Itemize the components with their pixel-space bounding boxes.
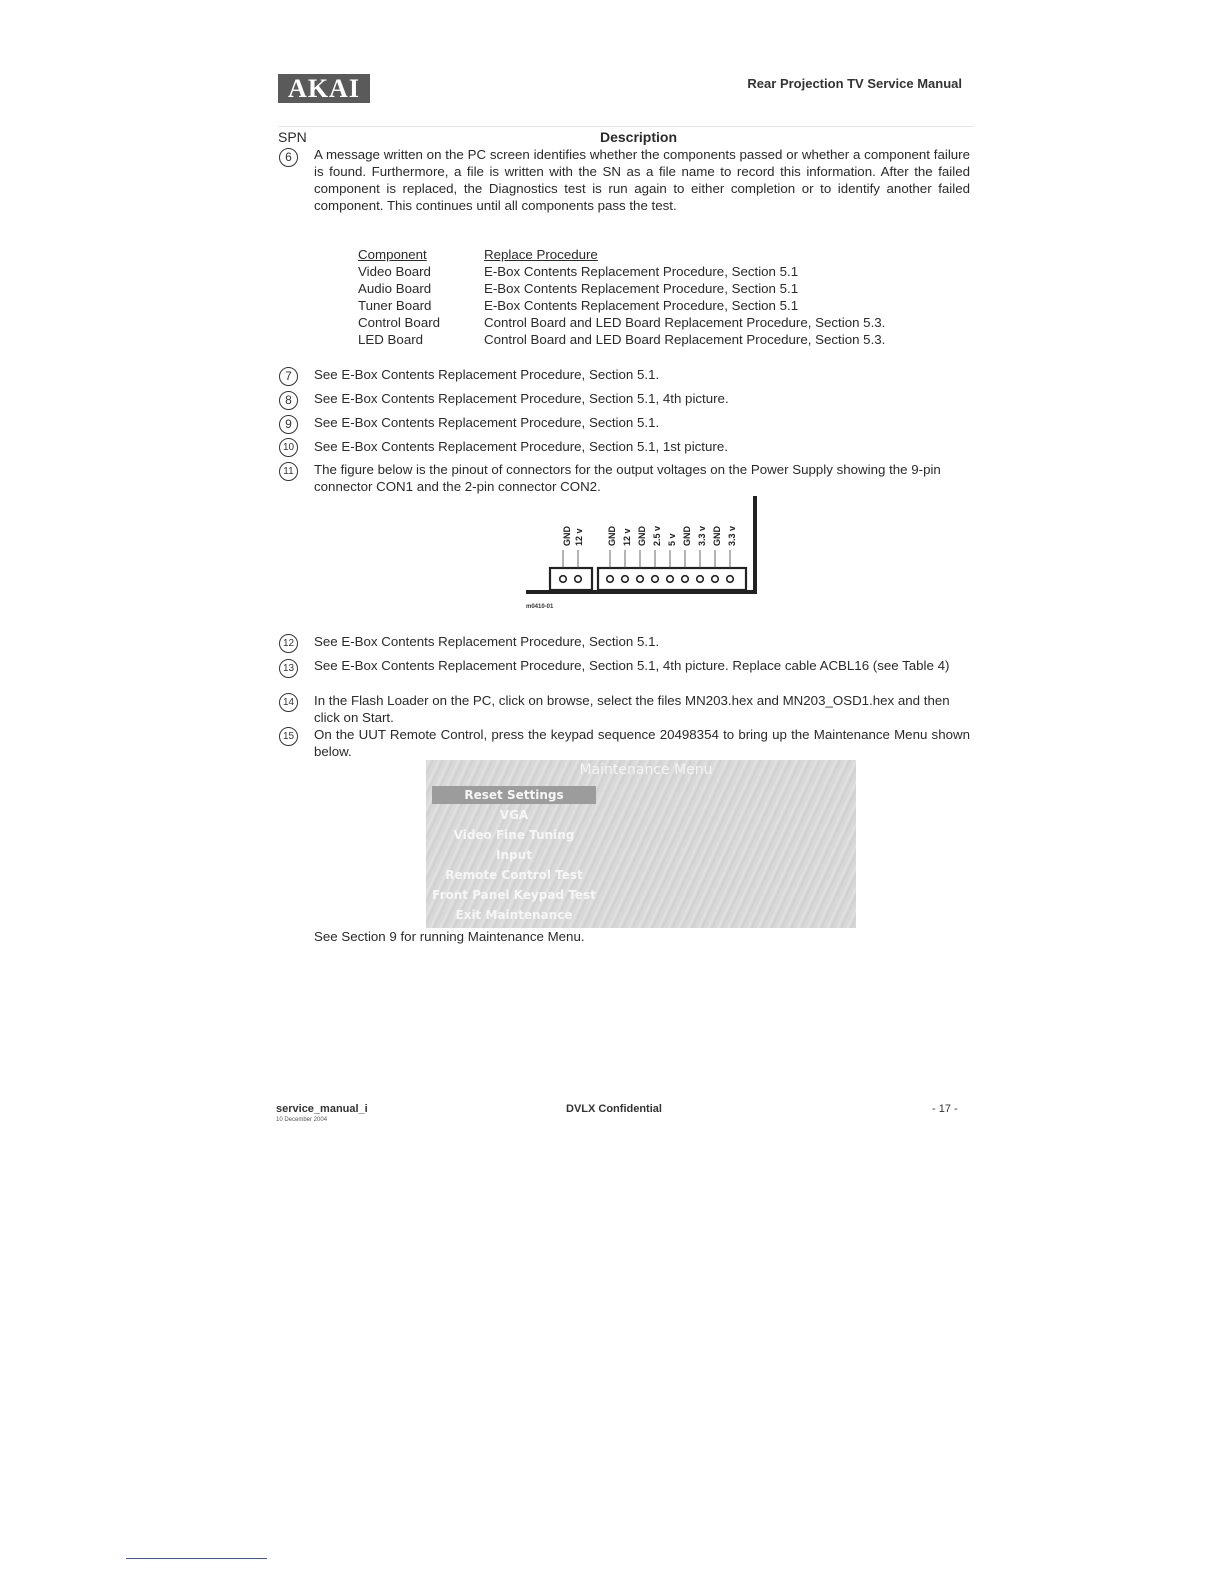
menu-item-input: Input [496, 848, 532, 862]
step-13-text: See E-Box Contents Replacement Procedure, Section 5.1, 4th picture. Replace cable ACBL16 (see Table 4) [314, 658, 950, 673]
pin-label: GND [712, 526, 722, 546]
table-row [356, 297, 885, 314]
connector-pinout-figure [522, 494, 766, 612]
step-14-text: In the Flash Loader on the PC, click on browse, select the files MN203.hex and MN203_OSD1.hex and then click on Start. [314, 693, 950, 725]
replace-procedure: E-Box Contents Replacement Procedure, Section 5.1 [484, 264, 799, 279]
menu-item-reset-settings: Reset Settings [464, 788, 564, 802]
table-row [356, 263, 885, 280]
akai-logo: AKAI [278, 74, 370, 103]
step-8-text: See E-Box Contents Replacement Procedure, Section 5.1, 4th picture. [314, 391, 729, 406]
menu-item-vga: VGA [499, 808, 529, 822]
frame-right [753, 496, 757, 594]
pin-label: GND [562, 526, 572, 546]
con1-labels [607, 526, 737, 547]
replace-procedure: E-Box Contents Replacement Procedure, Section 5.1 [484, 298, 799, 313]
step-number-6: 6 [279, 148, 298, 167]
footer-filename: service_manual_i [276, 1103, 368, 1115]
column-header-spn: SPN [278, 129, 307, 145]
menu-item-exit-maintenance: Exit Maintenance [455, 908, 573, 922]
step-number-7: 7 [279, 367, 298, 386]
component-name: Tuner Board [358, 298, 432, 313]
pin-label: 2.5 v [652, 525, 662, 546]
step-number-11: 11 [279, 462, 298, 481]
table-header-rule [278, 126, 974, 127]
table-row [356, 314, 885, 331]
table-header-procedure: Replace Procedure [484, 247, 598, 262]
figure-id: m0410-01 [526, 604, 554, 610]
menu-title: Maintenance Menu [579, 762, 713, 778]
pin-label: GND [637, 526, 647, 546]
step-15-text: On the UUT Remote Control, press the keypad sequence 20498354 to bring up the Maintenance Menu shown below. [314, 727, 970, 759]
con2-labels [562, 526, 584, 547]
step-number-10: 10 [279, 438, 298, 457]
table-row [356, 331, 885, 348]
table-row [356, 280, 885, 297]
after-menu-note: See Section 9 for running Maintenance Menu. [314, 929, 585, 944]
footer-page-number: - 17 - [932, 1103, 958, 1115]
replace-procedure: Control Board and LED Board Replacement Procedure, Section 5.3. [484, 332, 886, 347]
step-number-8: 8 [279, 391, 298, 410]
pin-label: 5 v [667, 533, 677, 546]
component-name: Control Board [358, 315, 441, 330]
pin-label: 3.3 v [727, 525, 737, 546]
pin-label: 3.3 v [697, 525, 707, 546]
replace-procedure: Control Board and LED Board Replacement Procedure, Section 5.3. [484, 315, 886, 330]
step-6-text: A message written on the PC screen identifies whether the components passed or whether a component failure is found. Furthermore, a file is written with the SN as a file name to record this information. After the failed component is replaced, the Diagnostics test is run again to either completion or to identify another failed component. This continues until all components pass the test. [314, 147, 970, 213]
column-header-description: Description [600, 129, 678, 145]
step-7-text: See E-Box Contents Replacement Procedure, Section 5.1. [314, 367, 660, 382]
step-number-14: 14 [279, 693, 298, 712]
pin-label: GND [682, 526, 692, 546]
step-11-text: The figure below is the pinout of connectors for the output voltages on the Power Supply showing the 9-pin connector CON1 and the 2-pin connector CON2. [314, 462, 941, 494]
step-9-text: See E-Box Contents Replacement Procedure, Section 5.1. [314, 415, 660, 430]
step-number-12: 12 [279, 634, 298, 653]
step-number-13: 13 [279, 659, 298, 678]
component-name: Audio Board [358, 281, 432, 296]
component-table [356, 246, 885, 348]
document-title: Rear Projection TV Service Manual [747, 76, 962, 91]
menu-item-front-panel-keypad-test: Front Panel Keypad Test [432, 888, 596, 902]
pin-label: 12 v [574, 528, 584, 546]
component-name: Video Board [358, 264, 431, 279]
table-header-row [356, 246, 885, 263]
footer-confidential: DVLX Confidential [566, 1103, 662, 1115]
con1-connector [598, 568, 746, 590]
component-name: LED Board [358, 332, 424, 347]
step-number-9: 9 [279, 415, 298, 434]
step-number-15: 15 [279, 727, 298, 746]
menu-item-remote-control-test: Remote Control Test [445, 868, 583, 882]
menu-item-video-fine-tuning: Video Fine Tuning [453, 828, 575, 842]
footer-date: 10 December 2004 [276, 1117, 328, 1123]
table-header-component: Component [358, 247, 427, 262]
con1-leads [610, 550, 730, 568]
con2-leads [563, 550, 578, 568]
pin-label: GND [607, 526, 617, 546]
step-10-text: See E-Box Contents Replacement Procedure, Section 5.1, 1st picture. [314, 439, 728, 454]
pin-label: 12 v [622, 528, 632, 546]
replace-procedure: E-Box Contents Replacement Procedure, Section 5.1 [484, 281, 799, 296]
footnote-separator [126, 1558, 267, 1559]
con2-connector [550, 568, 592, 590]
maintenance-menu-screenshot [426, 760, 856, 928]
step-12-text: See E-Box Contents Replacement Procedure, Section 5.1. [314, 634, 660, 649]
